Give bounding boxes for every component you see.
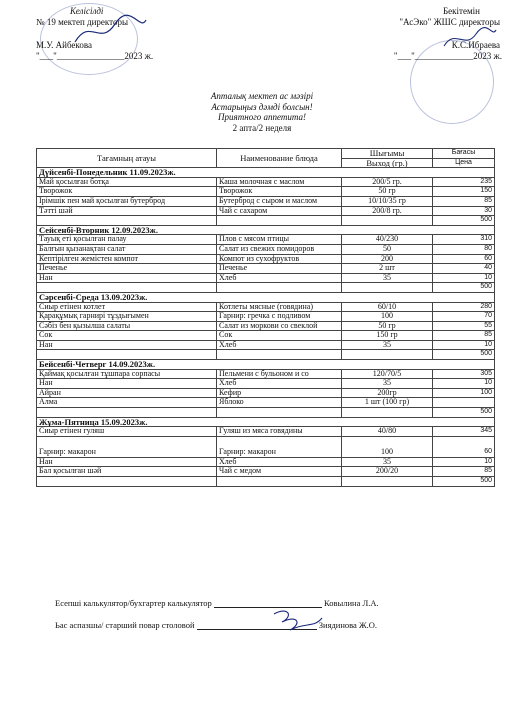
- dish-name-ru: Хлеб: [217, 340, 342, 350]
- dish-name-kz: Нан: [37, 457, 217, 467]
- dish-price: 85: [433, 331, 495, 341]
- dish-name-kz: Нан: [37, 379, 217, 389]
- menu-item-row: [37, 254, 495, 264]
- dish-name-kz: Айран: [37, 388, 217, 398]
- header-output-bottom: Выход (гр.): [342, 158, 433, 168]
- calc-signature-line: [55, 598, 379, 608]
- menu-item-row: [37, 369, 495, 379]
- dish-name-kz: Гарнир: макарон: [37, 436, 217, 457]
- day-row: [37, 292, 495, 302]
- dish-output: 50 гр: [342, 187, 433, 197]
- dish-price: 345: [433, 427, 495, 437]
- dish-name-ru: Чай с сахаром: [217, 206, 342, 216]
- dish-name-ru: Пельмени с бульоном и со: [217, 369, 342, 379]
- title-line-3: Приятного аппетита!: [218, 112, 306, 122]
- menu-item-row: [37, 196, 495, 206]
- dish-price: 10: [433, 340, 495, 350]
- dish-output: 150 гр: [342, 331, 433, 341]
- dish-name-ru: Салат из моркови со свеклой: [217, 321, 342, 331]
- dish-name-ru: Бутерброд с сыром и маслом: [217, 196, 342, 206]
- dish-name-kz: Балғын қызанақтан салат: [37, 244, 217, 254]
- day-row: [37, 168, 495, 178]
- menu-item-row: [37, 235, 495, 245]
- dish-name-kz: Нан: [37, 340, 217, 350]
- menu-title: [0, 91, 524, 133]
- dish-price: 10: [433, 457, 495, 467]
- dish-name-ru: Творожок: [217, 187, 342, 197]
- dish-price: 60: [433, 436, 495, 457]
- title-line-1: Апталық мектеп ас мәзірі: [210, 91, 314, 101]
- dish-price: 55: [433, 321, 495, 331]
- total-row: [37, 283, 495, 293]
- dish-name-kz: Нан: [37, 273, 217, 283]
- dish-name-kz: Тәтті шәй: [37, 206, 217, 216]
- date-right: "___"_____________2023 ж.: [393, 51, 502, 61]
- dish-name-ru: Яблоко: [217, 398, 342, 408]
- dish-price: 280: [433, 302, 495, 312]
- dish-name-ru: Кефир: [217, 388, 342, 398]
- dish-name-ru: Гарнир: макарон: [217, 436, 342, 457]
- dish-output: 60/10: [342, 302, 433, 312]
- dish-name-ru: Котлеты мясные (говядина): [217, 302, 342, 312]
- dish-price: 100: [433, 388, 495, 398]
- dish-output: 200гр: [342, 388, 433, 398]
- menu-item-row: [37, 331, 495, 341]
- total-row: [37, 477, 495, 487]
- dish-price: 70: [433, 312, 495, 322]
- menu-item-row: [37, 457, 495, 467]
- menu-item-row: [37, 302, 495, 312]
- header-name-ru: Наименование блюда: [217, 149, 342, 168]
- approved-label-kz: Келісілді: [70, 6, 104, 16]
- dish-output: 10/10/35 гр: [342, 196, 433, 206]
- dish-name-ru: Салат из свежих помидоров: [217, 244, 342, 254]
- total-price: 500: [433, 216, 495, 226]
- dish-output: 1 шт (100 гр): [342, 398, 433, 408]
- menu-item-row: [37, 436, 495, 457]
- dish-name-kz: Қаймақ қосылған тұшпара сорпасы: [37, 369, 217, 379]
- dish-name-ru: Чай с медом: [217, 467, 342, 477]
- dish-name-kz: Сиыр етінен котлет: [37, 302, 217, 312]
- dish-price: 85: [433, 196, 495, 206]
- total-row: [37, 408, 495, 418]
- dish-price: 10: [433, 379, 495, 389]
- menu-item-row: [37, 340, 495, 350]
- dish-price: 85: [433, 467, 495, 477]
- signature-left: [70, 12, 150, 52]
- day-label: Сейсенбі-Вторник 12.09.2023ж.: [37, 225, 495, 235]
- dish-name-kz: Кептірілген жемістен компот: [37, 254, 217, 264]
- dish-output: 40/80: [342, 427, 433, 437]
- date-left: "___"_______________2023 ж.: [36, 51, 154, 61]
- dish-name-kz: Сәбіз бен қызылша салаты: [37, 321, 217, 331]
- menu-item-row: [37, 427, 495, 437]
- header-output-top: Шығымы: [342, 149, 433, 159]
- dish-name-ru: Хлеб: [217, 273, 342, 283]
- dish-name-kz: Творожок: [37, 187, 217, 197]
- dish-name-ru: Компот из сухофруктов: [217, 254, 342, 264]
- approve-label: Бекітемін: [443, 6, 480, 16]
- header-price-bottom: Цена: [433, 158, 495, 168]
- total-price: 500: [433, 477, 495, 487]
- cook-signature: [268, 604, 328, 640]
- dish-output: 200/8 гр.: [342, 206, 433, 216]
- dish-output: 200: [342, 254, 433, 264]
- dish-name-kz: Май қосылған ботқа: [37, 177, 217, 187]
- dish-name-kz: Сок: [37, 331, 217, 341]
- calc-name: Ковылина Л.А.: [324, 598, 379, 608]
- dish-output: 40/230: [342, 235, 433, 245]
- title-line-2: Астарыңыз дәмді болсын!: [211, 101, 313, 112]
- dish-price: 80: [433, 244, 495, 254]
- dish-name-ru: Печенье: [217, 264, 342, 274]
- dish-price: 10: [433, 273, 495, 283]
- menu-item-row: [37, 388, 495, 398]
- dish-price: 30: [433, 206, 495, 216]
- menu-item-row: [37, 206, 495, 216]
- dish-output: 2 шт: [342, 264, 433, 274]
- dish-price: 60: [433, 254, 495, 264]
- menu-item-row: [37, 321, 495, 331]
- menu-item-row: [37, 187, 495, 197]
- signature-right: [440, 24, 500, 54]
- dish-name-ru: Гуляш из мяса говядины: [217, 427, 342, 437]
- dish-output: 120/70/5: [342, 369, 433, 379]
- dish-output: 200/20: [342, 467, 433, 477]
- dish-price: 305: [433, 369, 495, 379]
- company-director: "АсЭко" ЖШС директоры: [399, 17, 500, 27]
- menu-item-row: [37, 264, 495, 274]
- title-line-4: 2 апта/2 неделя: [232, 122, 292, 133]
- school-director: № 19 мектеп директоры: [36, 17, 129, 27]
- dish-output: 35: [342, 457, 433, 467]
- director-name-right: К.С.Ибраева: [451, 40, 500, 50]
- dish-output: 35: [342, 273, 433, 283]
- header-name-kz: Тағамның атауы: [37, 149, 217, 168]
- cook-label: Ьас аспазшы/ старший повар столовой: [55, 620, 195, 630]
- calc-label: Есепші калькулятор/бухгартер калькулятор: [55, 598, 212, 608]
- day-label: Сәрсенбі-Среда 13.09.2023ж.: [37, 292, 495, 302]
- cook-signature-line: [55, 620, 377, 630]
- menu-item-row: [37, 244, 495, 254]
- total-price: 500: [433, 283, 495, 293]
- menu-item-row: [37, 398, 495, 408]
- dish-output: 100: [342, 312, 433, 322]
- table-header-row: [37, 149, 495, 159]
- dish-output: 200/5 гр.: [342, 177, 433, 187]
- day-row: [37, 360, 495, 370]
- total-row: [37, 350, 495, 360]
- menu-item-row: [37, 379, 495, 389]
- total-price: 500: [433, 350, 495, 360]
- dish-name-kz: Печенье: [37, 264, 217, 274]
- dish-name-kz: Бал қосылған шәй: [37, 467, 217, 477]
- dish-output: 35: [342, 340, 433, 350]
- day-label: Дүйсенбі-Понедельник 11.09.2023ж.: [37, 168, 495, 178]
- dish-output: 35: [342, 379, 433, 389]
- dish-name-kz: Ірімшік пен май қосылған бутерброд: [37, 196, 217, 206]
- dish-price: 150: [433, 187, 495, 197]
- dish-name-kz: Тауық еті қосылған палау: [37, 235, 217, 245]
- menu-body: [37, 168, 495, 486]
- menu-table: [36, 148, 495, 487]
- dish-name-ru: Каша молочная с маслом: [217, 177, 342, 187]
- menu-item-row: [37, 467, 495, 477]
- dish-name-ru: Сок: [217, 331, 342, 341]
- dish-name-ru: Плов с мясом птицы: [217, 235, 342, 245]
- day-row: [37, 225, 495, 235]
- dish-name-ru: Гарнир: гречка с подливом: [217, 312, 342, 322]
- dish-price: 310: [433, 235, 495, 245]
- menu-item-row: [37, 273, 495, 283]
- day-row: [37, 417, 495, 427]
- dish-price: 235: [433, 177, 495, 187]
- day-label: Бейсенбі-Четверг 14.09.2023ж.: [37, 360, 495, 370]
- menu-item-row: [37, 177, 495, 187]
- dish-price: 40: [433, 264, 495, 274]
- cook-name: Зиядинова Ж.О.: [318, 620, 377, 630]
- dish-name-kz: Сиыр етінен гуляш: [37, 427, 217, 437]
- dish-output: 50: [342, 244, 433, 254]
- dish-name-kz: Қарақұмық гарнирі тұздығымен: [37, 312, 217, 322]
- menu-item-row: [37, 312, 495, 322]
- dish-output: 50 гр: [342, 321, 433, 331]
- dish-name-ru: Хлеб: [217, 457, 342, 467]
- total-price: 500: [433, 408, 495, 418]
- director-name-left: М.У. Айбекова: [36, 40, 92, 50]
- dish-output: 100: [342, 436, 433, 457]
- dish-name-kz: Алма: [37, 398, 217, 408]
- dish-price: [433, 398, 495, 408]
- total-row: [37, 216, 495, 226]
- header-price-top: Бағасы: [433, 149, 495, 159]
- day-label: Жұма-Пятница 15.09.2023ж.: [37, 417, 495, 427]
- dish-name-ru: Хлеб: [217, 379, 342, 389]
